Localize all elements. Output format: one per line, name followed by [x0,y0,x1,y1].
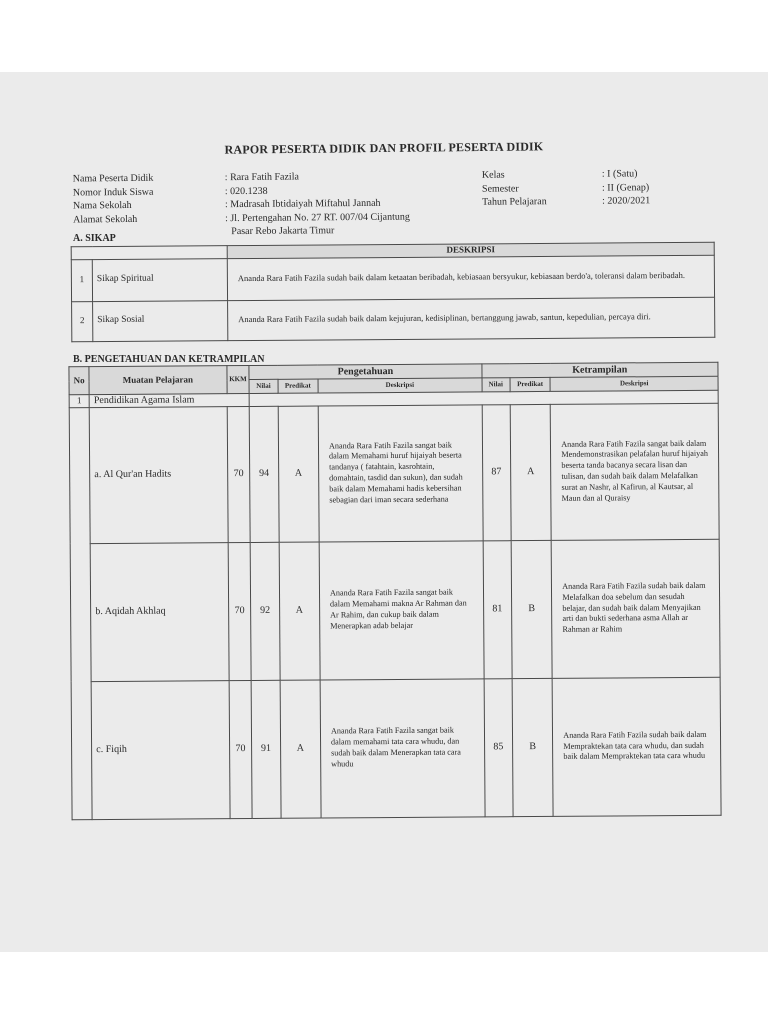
group-spacer [69,407,92,819]
k-nilai: 87 [482,404,511,540]
p-deskripsi: Ananda Rara Fatih Fazila sangat baik dalam memahami tata cara whudu, dan sudah baik dalam Menerapkan tata cara whudu [320,678,485,817]
aspect-description: Ananda Rara Fatih Fazila sudah baik dalam ketaatan beribadah, kebiasaan bersyukur, kebiasaan berdo'a, toleransi dalam beribadah. [227,255,714,300]
pk-heading: B. PENGETAHUAN DAN KETRAMPILAN [73,354,265,365]
identity-value: : 2020/2021 [602,195,651,207]
kkm-value: 70 [228,542,252,680]
k-deskripsi: Ananda Rara Fatih Fazila sudah baik dalam Mempraktekan tata cara whudu, dan sudah baik dalam Mempraktekan tata cara whudu [552,677,721,816]
identity-label: Tahun Pelajaran [482,196,547,208]
nilai-header: Nilai [249,379,277,393]
identity-value: : Jl. Pertengahan No. 27 RT. 007/04 Cijantung [225,211,410,224]
subject-name: b. Aqidah Akhlaq [90,542,228,681]
deskripsi-header: Deskripsi [550,376,718,391]
identity-label: Semester [481,182,519,195]
table-row [71,255,714,301]
subject-name: c. Fiqih [91,680,229,819]
identity-label: Nama Peserta Didik [72,172,154,185]
ketrampilan-header: Ketrampilan [481,362,718,378]
subject-header: Muatan Pelajaran [89,366,227,395]
p-deskripsi: Ananda Rara Fatih Fazila sangat baik dalam Memahami makna Ar Rahman dan Ar Rahim, dan cukup baik dalam Menerapkan adab belajar [319,540,484,679]
group-number: 1 [69,395,89,408]
aspect-name: Sikap Sosial [93,300,228,341]
row-number: 2 [72,301,93,341]
k-predikat: B [511,540,552,678]
p-deskripsi: Ananda Rara Fatih Fazila sangat baik dalam Memahami huruf hijaiyah beserta tandanya ( fatahtain, kasrohtain, domahtain, tasdid dan sukun), dan sudah baik dalam Memahami hadis kebersihan sebagian dari iman secara sederhana [318,404,483,541]
p-nilai: 91 [251,680,280,818]
identity-value: : 020.1238 [224,185,268,197]
identity-value: : Rara Fatih Fazila [224,171,299,184]
k-nilai: 85 [484,678,513,816]
aspect-description: Ananda Rara Fatih Fazila sudah baik dalam kejujuran, kedisiplinan, bertanggung jawab, santun, kepedulian, percaya diri. [228,297,715,340]
kkm-header: KKM [226,366,249,394]
pengetahuan-header: Pengetahuan [249,364,481,380]
no-header: No [69,367,89,395]
k-predikat: B [512,678,553,816]
identity-value: Pasar Rebo Jakarta Timur [231,225,335,238]
predikat-header: Predikat [278,379,318,393]
identity-value: : II (Genap) [601,181,650,194]
table-row [71,677,721,820]
table-row [70,539,720,682]
deskripsi-header: Deskripsi [318,378,482,393]
identity-label: Kelas [481,169,505,181]
kkm-value: 70 [229,680,253,818]
class-identity [482,167,650,209]
table-row [69,403,719,544]
aspect-name: Sikap Spiritual [92,258,227,301]
k-deskripsi: Ananda Rara Fatih Fazila sudah baik dalam Melafalkan doa sebelum dan sesudah belajar, dan sudah baik dalam Menyajikan arti dan bukti sederhana asma Allah ar Rahman ar Rahim [551,539,720,678]
student-identity [73,170,410,240]
group-name: Pendidikan Agama Islam [89,394,249,408]
k-predikat: A [510,404,551,540]
p-predikat: A [279,542,320,680]
k-deskripsi: Ananda Rara Fatih Fazila sangat baik dalam Mendemonstrasikan pelafalan huruf hijaiyah beserta tanda bacanya secara lisan dan tulisan, dan sudah baik dalam Melafalkan surat an Nashr, al Kafirun, al Kautsar, al Maun dan al Quraisy [550,403,719,540]
row-number: 1 [71,259,92,301]
empty-header-cell [71,246,227,260]
nilai-header: Nilai [482,378,510,392]
identity-row [482,194,650,209]
p-predikat: A [278,406,319,542]
grades-table [68,362,721,820]
identity-value: : I (Satu) [601,168,638,180]
p-predikat: A [280,680,321,818]
predikat-header: Predikat [510,377,550,391]
sikap-table [71,242,716,342]
identity-label: Alamat Sekolah [73,213,138,225]
table-row [72,297,715,341]
k-nilai: 81 [483,540,512,678]
identity-label: Nama Sekolah [72,199,132,212]
kkm-value: 70 [227,406,251,542]
desc-header: DESKRIPSI [227,242,714,258]
sikap-heading: A. SIKAP [73,233,116,244]
p-nilai: 94 [249,406,278,542]
p-nilai: 92 [250,542,279,680]
subject-name: a. Al Qur'an Hadits [89,406,227,543]
identity-value: : Madrasah Ibtidaiyah Miftahul Jannah [224,197,381,211]
identity-label: Nomor Induk Siswa [72,186,154,198]
report-title: RAPOR PESERTA DIDIK DAN PROFIL PESERTA DIDIK [224,139,544,157]
